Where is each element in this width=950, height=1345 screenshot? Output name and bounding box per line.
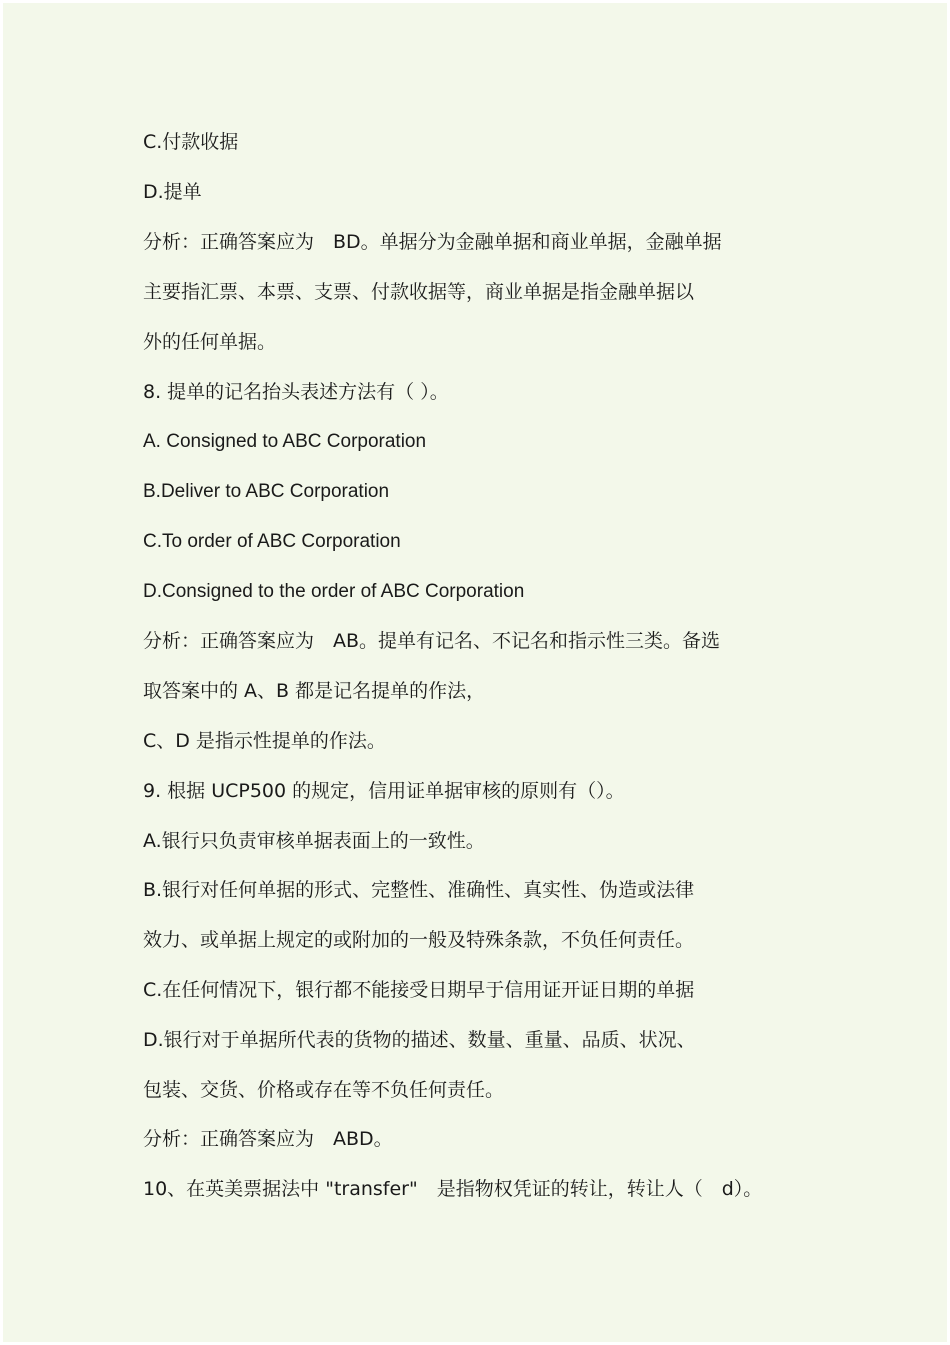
question-9-option-d-line-2: 包装、交货、价格或存在等不负任何责任。 — [143, 1079, 505, 1101]
question-9: 9. 根据 UCP500 的规定，信用证单据审核的原则有（）。 — [143, 780, 625, 802]
question-9-option-d-line-1: D.银行对于单据所代表的货物的描述、数量、重量、品质、状况、 — [143, 1029, 696, 1051]
question-8-option-a: A. Consigned to ABC Corporation — [143, 431, 427, 452]
analysis-7-line-1: 分析：正确答案应为 BD。单据分为金融单据和商业单据，金融单据 — [143, 231, 722, 253]
analysis-7-line-2: 主要指汇票、本票、支票、付款收据等，商业单据是指金融单据以 — [143, 281, 695, 303]
question-10: 10、在英美票据法中 "transfer" 是指物权凭证的转让，转让人（ d）。 — [143, 1178, 763, 1200]
analysis-8-line-2: 取答案中的 A、B 都是记名提单的作法， — [143, 680, 486, 702]
option-c-line: C.付款收据 — [143, 131, 239, 153]
question-8-option-d: D.Consigned to the order of ABC Corporation — [143, 581, 525, 602]
analysis-8-line-1: 分析：正确答案应为 AB。提单有记名、不记名和指示性三类。备选 — [143, 630, 721, 652]
question-9-option-a: A.银行只负责审核单据表面上的一致性。 — [143, 830, 485, 852]
question-8-option-c: C.To order of ABC Corporation — [143, 531, 401, 552]
analysis-9: 分析：正确答案应为 ABD。 — [143, 1128, 393, 1150]
analysis-7-line-3: 外的任何单据。 — [143, 331, 277, 353]
question-8: 8. 提单的记名抬头表述方法有（ ）。 — [143, 381, 449, 403]
question-9-option-c: C.在任何情况下，银行都不能接受日期早于信用证开证日期的单据 — [143, 979, 695, 1001]
question-9-option-b-line-2: 效力、或单据上规定的或附加的一般及特殊条款，不负任何责任。 — [143, 929, 695, 951]
question-9-option-b-line-1: B.银行对任何单据的形式、完整性、准确性、真实性、伪造或法律 — [143, 879, 695, 901]
question-8-option-b: B.Deliver to ABC Corporation — [143, 481, 390, 502]
option-d-line: D.提单 — [143, 181, 202, 203]
analysis-8-line-3: C、D 是指示性提单的作法。 — [143, 730, 386, 752]
